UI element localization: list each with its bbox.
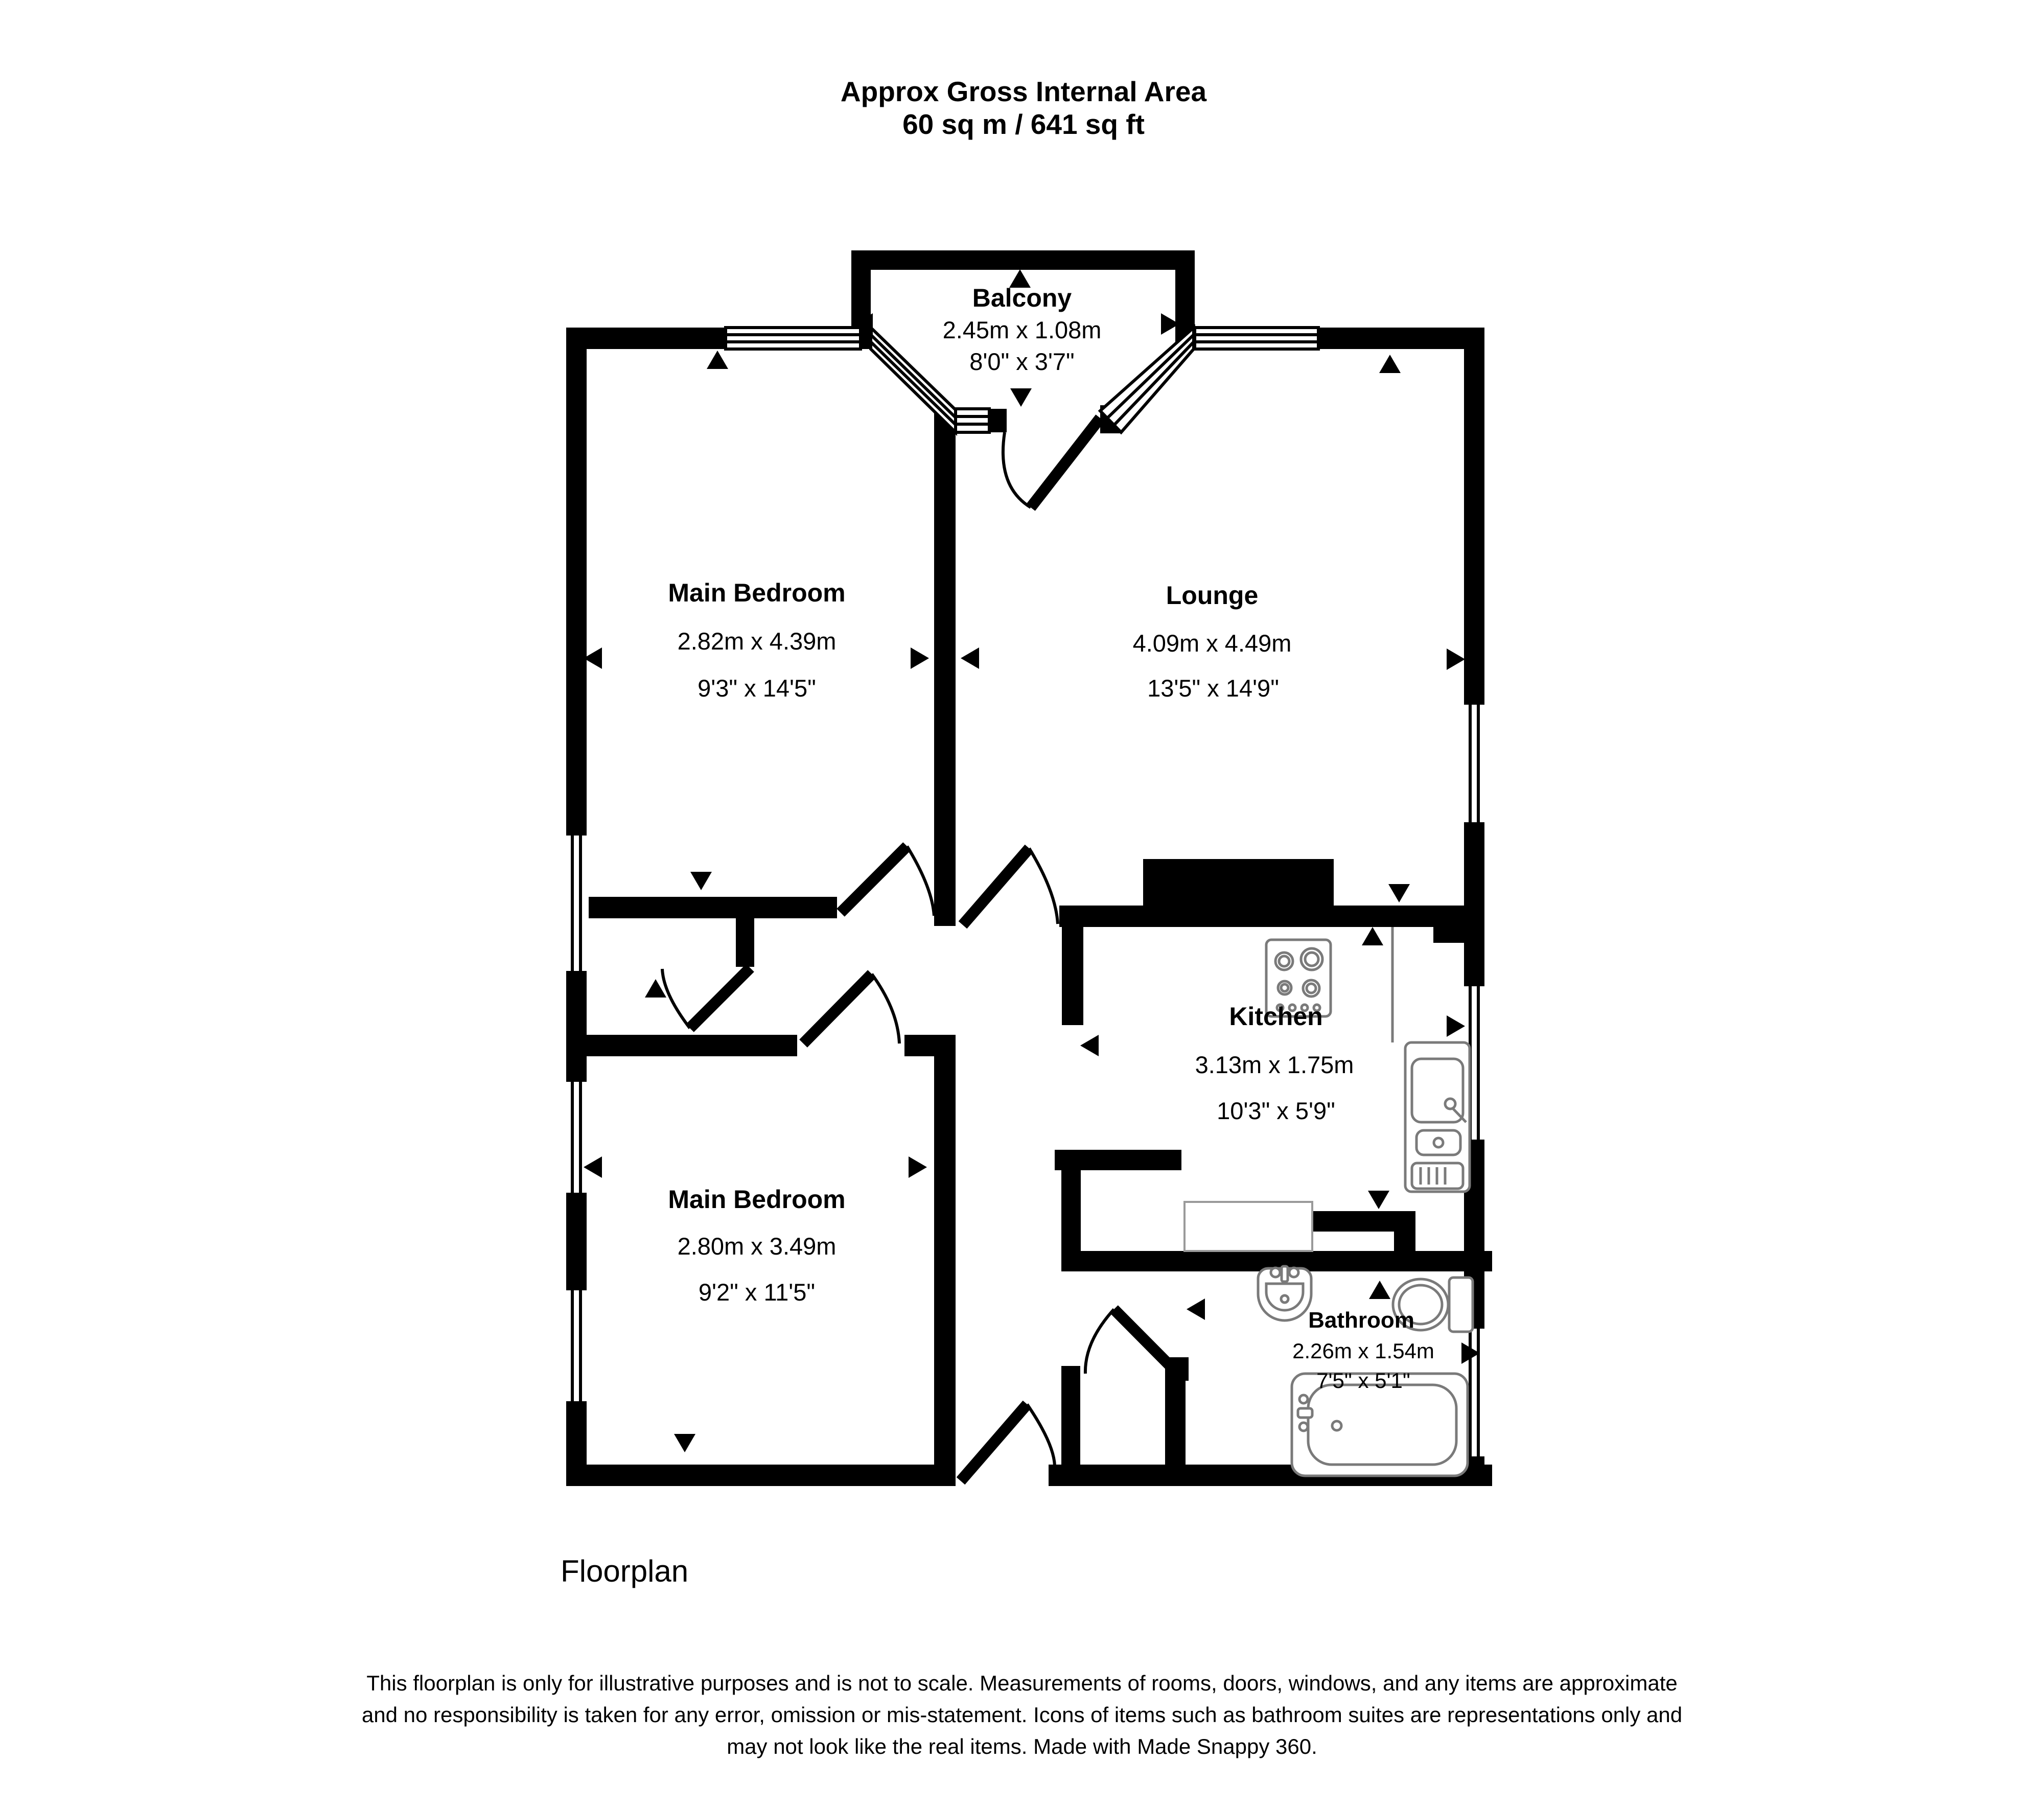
bedroom-bottom-dim-metric: 2.80m x 3.49m (677, 1233, 837, 1260)
disclaimer-line2: and no responsibility is taken for any error, omission or mis-statement. Icons of items such as bathroom suites are representations only and (361, 1703, 1683, 1727)
window-bedroom-top-front (726, 328, 861, 349)
door-entrance (961, 1404, 1055, 1481)
arrow-bath-up (1369, 1281, 1390, 1299)
bedroom-bottom-label: Main Bedroom (668, 1185, 846, 1214)
door-bedroom-top (841, 846, 934, 916)
counter (1184, 1202, 1312, 1251)
door-balcony (1003, 418, 1100, 507)
door-bathroom (1085, 1309, 1173, 1374)
fixtures (1184, 927, 1473, 1476)
lounge-dim-imperial: 13'5" x 14'9" (1147, 675, 1279, 702)
window-balcony-stub (956, 409, 989, 432)
title-line2: 60 sq m / 641 sq ft (902, 108, 1145, 140)
balcony-dim-imperial: 8'0" x 3'7" (969, 348, 1075, 375)
title-line1: Approx Gross Internal Area (840, 76, 1207, 107)
kitchen-dim-metric: 3.13m x 1.75m (1195, 1051, 1354, 1078)
bedroom-top-dim-metric: 2.82m x 4.39m (677, 628, 837, 655)
arrow-bed2-down (674, 1434, 695, 1452)
bathroom-dim-metric: 2.26m x 1.54m (1292, 1339, 1434, 1363)
basin-icon (1258, 1266, 1311, 1320)
arrow-kitchen-left (1080, 1035, 1099, 1056)
arrow-lounge-right (1447, 648, 1465, 670)
door-closet (662, 968, 750, 1028)
arrow-bed2-right (909, 1156, 927, 1178)
arrow-balcony-down (1010, 388, 1032, 407)
window-lounge-right (1462, 705, 1486, 822)
door-bedroom-bottom (803, 974, 899, 1043)
kitchen-label: Kitchen (1229, 1002, 1323, 1031)
disclaimer-line1: This floorplan is only for illustrative purposes and is not to scale. Measurements of rooms, doors, windows, and any items are approximate (366, 1671, 1678, 1695)
bedroom-top-dim-imperial: 9'3" x 14'5" (698, 675, 816, 702)
arrow-kitchen-down (1368, 1191, 1389, 1209)
arrow-bath-left (1187, 1298, 1205, 1320)
arrow-bed1-pair-left (961, 647, 979, 669)
balcony-label: Balcony (972, 284, 1072, 312)
balcony-dim-metric: 2.45m x 1.08m (942, 316, 1102, 343)
arrow-bed1-down (690, 872, 712, 890)
bathroom-label: Bathroom (1308, 1308, 1414, 1333)
arrow-bed1-up (707, 351, 728, 369)
disclaimer-line3: may not look like the real items. Made with Made Snappy 360. (727, 1734, 1317, 1758)
arrow-lounge-down (1388, 884, 1410, 902)
arrow-lounge-up (1379, 355, 1401, 373)
lounge-dim-metric: 4.09m x 4.49m (1132, 630, 1292, 657)
bedroom-top-label: Main Bedroom (668, 578, 846, 607)
arrow-bed1-right (911, 647, 929, 669)
window-balcony-angled-right (1100, 328, 1194, 432)
bathroom-dim-imperial: 7'5" x 5'1" (1316, 1369, 1410, 1393)
bedroom-bottom-dim-imperial: 9'2" x 11'5" (698, 1279, 816, 1306)
floorplan-caption: Floorplan (561, 1554, 689, 1588)
window-bedroom-bottom-left-2 (564, 1290, 589, 1401)
kitchen-sink-icon (1405, 1042, 1470, 1192)
window-lounge-front (1195, 328, 1318, 349)
kitchen-dim-imperial: 10'3" x 5'9" (1217, 1097, 1335, 1124)
window-bedroom-bottom-left-1 (564, 1082, 589, 1193)
door-lounge (963, 848, 1058, 925)
arrow-kitchen-up (1362, 927, 1383, 945)
lounge-label: Lounge (1166, 581, 1259, 610)
window-bedroom-top-left (564, 836, 589, 971)
